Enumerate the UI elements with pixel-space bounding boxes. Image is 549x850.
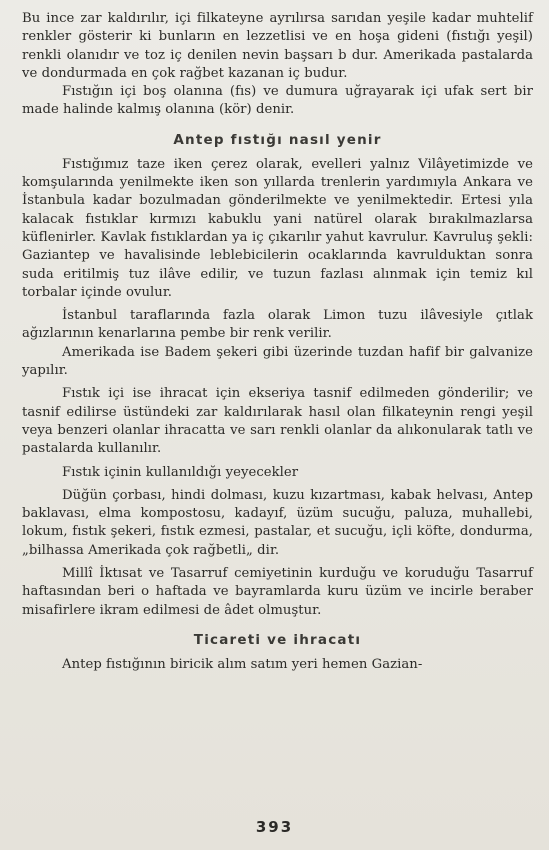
paragraph-foods-intro: Fıstık içinin kullanıldığı yeyecekler [62,464,299,480]
paragraph-color-varieties: Bu ince zar kaldırılır, içi filkateyne ayrılırsa sarıdan yeşile kadar muhtelif renkler gösterir ki bunların en lezzetlisi ve en hoşa gideni (fıstığı yeşil) renkli olanıdır ve toz iç denilen nevin başsarı b dur. Amerikada pastalarda ve dondurmada en çok rağbet kazanan iç budur. [22,11,533,81]
paragraph-trade: Antep fıstığının biricik alım satım yeri hemen Gazian- [62,656,423,672]
section-heading-how-eaten: Antep fıstığı nasıl yenir [173,131,382,148]
paragraph-savings-week: Millî İktısat ve Tasarruf cemiyetinin kurduğu ve koruduğu Tasarruf haftasından beri o haftada ve bayramlarda kuru üzüm ve incirle beraber misafirlere ikram edilmesi de âdet olmuştur. [22,566,533,618]
paragraph-eating-fresh: Fıstığımız taze iken çerez olarak, evelleri yalnız Vilâyetimizde ve komşularında yenilmekte iken son yıllarda trenlerin yardımıyla Ankara ve İstanbula kadar bozulmadan gönderilmekte ve yenilmektedir. Ertesi yıla kalacak fıstıklar kırmızı kabuklu yani natürel olarak bırakılmazlarsa küflenirler. Kavlak fıstıklardan ya iç çıkarılır yahut kavrulur. Kavruluş şekli: Gaziantep ve havalisinde leblebicilerin ocaklarında kavrulduktan sonra suda eritilmiş tuz ilâve edilir, ve tuzun fazlası alınmak için temiz kıl torbalar içinde ovulur. [22,156,533,300]
paragraph-foods-list: Düğün çorbası, hindi dolması, kuzu kızartması, kabak helvası, Antep baklavası, elma kompostosu, kadayıf, üzüm sucuğu, paluza, muhallebi, lokum, fıstık şekeri, fıstık ezmesi, pastalar, et sucuğu, içli köfte, dondurma, „bilhassa Amerikada çok rağbetli„ dir. [22,487,533,558]
paragraph-export-kernels: Fıstık içi ise ihracat için ekseriya tasnif edilmeden gönderilir; ve tasnif edilirse üstündeki zar kaldırılarak hasıl olan filkateynin rengi yeşil veya benzeri olanlar ihracatta ve sarı renkli olanlar da alıkonularak tatlı ve pastalarda kullanılır. [22,386,533,457]
section-heading-trade: Ticareti ve ihracatı [193,631,362,648]
page-number: 393 [255,818,294,836]
paragraph-istanbul: İstanbul taraflarında fazla olarak Limon tuzu ilâvesiyle çıtlak ağızlarının kenarlarına pembe bir renk verilir. [22,308,533,342]
paragraph-america: Amerikada ise Badem şekeri gibi üzerinde tuzdan hafif bir galvanize yapılır. [22,344,533,379]
paragraph-empty-kernel: Fıstığın içi boş olanına (fıs) ve dumura uğrayarak içi ufak sert bir made halinde kalmış olanına (kör) denir. [22,84,533,118]
